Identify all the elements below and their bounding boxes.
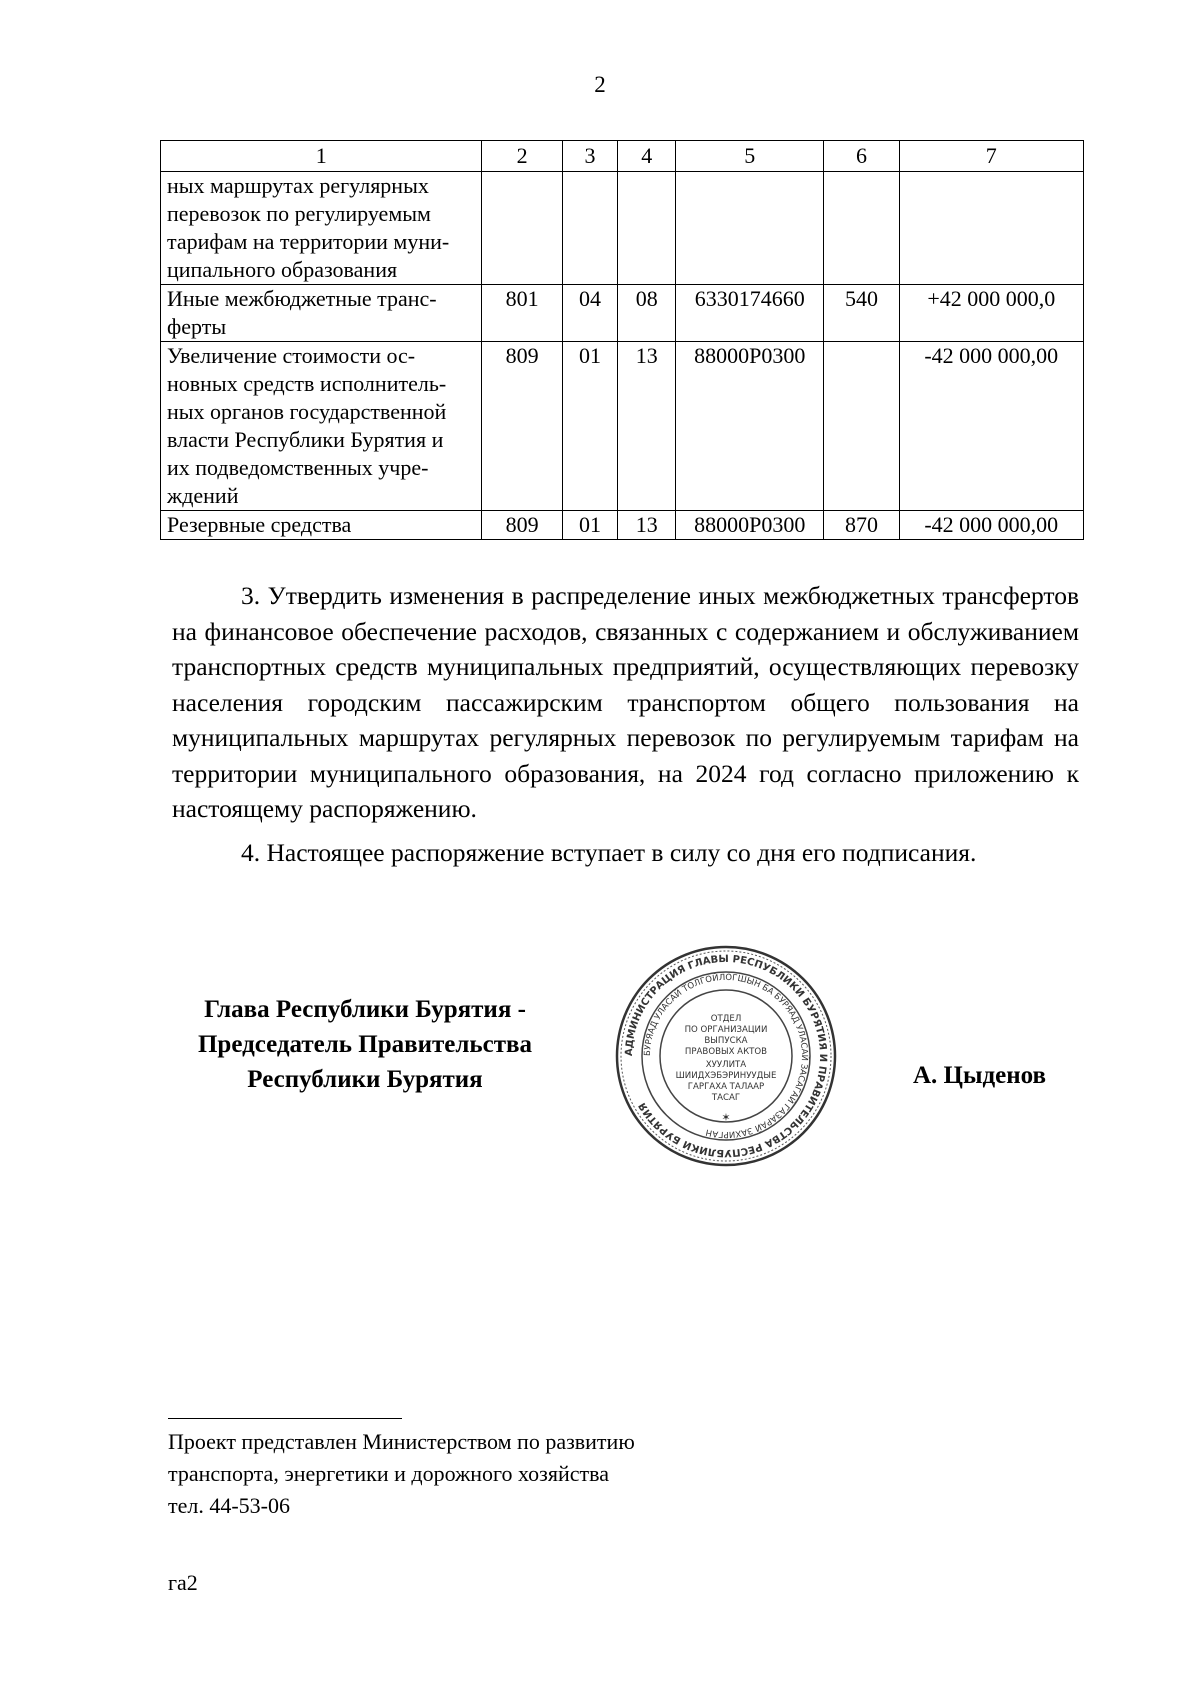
budget-changes-table <box>160 140 1084 540</box>
footnote-line: тел. 44-53-06 <box>168 1493 291 1518</box>
subsection-code-cell <box>618 172 676 285</box>
name-line: Иные межбюджетные транс- <box>167 286 437 311</box>
name-line: ных маршрутах регулярных <box>167 173 429 198</box>
target-article-cell: 88000Р0300 <box>676 511 824 540</box>
header-cell: 4 <box>618 141 676 172</box>
ministry-code-cell: 801 <box>482 285 562 342</box>
subsection-code-cell: 13 <box>618 511 676 540</box>
name-line: ферты <box>167 314 227 339</box>
name-line: ных органов государственной <box>167 399 447 424</box>
name-line: перевозок по регулируемым <box>167 201 431 226</box>
table-row <box>161 511 1084 540</box>
name-line: власти Республики Бурятия и <box>167 427 444 452</box>
table-header-row <box>161 141 1084 172</box>
ministry-code-cell: 809 <box>482 342 562 511</box>
name-line: их подведомственных учре- <box>167 455 429 480</box>
footnote-line: Проект представлен Министерством по развитию <box>168 1429 635 1454</box>
seal-outer-text: АДМИНИСТРАЦИЯ ГЛАВЫ РЕСПУБЛИКИ БУРЯТИЯ И ПРАВИТЕЛЬСТВА РЕСПУБЛИКИ БУРЯТИЯ <box>623 953 829 1159</box>
signature-title <box>165 992 565 1097</box>
expense-type-cell <box>824 342 899 511</box>
seal-center-line: ХУУЛИТА <box>705 1060 747 1070</box>
name-line: Резервные средства <box>167 512 352 537</box>
document-code: га2 <box>168 1570 198 1595</box>
expense-type-cell <box>824 172 899 285</box>
seal-center-line: ШИИДХЭБЭРИНУУДЫЕ <box>675 1071 777 1081</box>
signature-title-line: Глава Республики Бурятия - <box>204 996 526 1023</box>
name-line: ципального образования <box>167 257 398 282</box>
row-name-cell <box>161 342 482 511</box>
section-code-cell <box>562 172 618 285</box>
paragraph-3: 3. Утвердить изменения в распределение иных межбюджетных трансфертов на финансовое обеспечение расходов, связанных с содержанием и обслуживанием транспортных средств муниципальных предприятий, осуществляющих перевозку населения городским пассажирским транспортом общего пользования на муниципальных маршрутах регулярных перевозок по регулируемым тарифам на территории муниципального образования, на 2024 год согласно приложению к настоящему распоряжению. <box>172 581 1079 823</box>
target-article-cell <box>676 172 824 285</box>
row-name-cell <box>161 511 482 540</box>
row-name-cell <box>161 172 482 285</box>
name-line: ждений <box>167 483 239 508</box>
name-line: тарифам на территории муни- <box>167 229 450 254</box>
amount-cell: -42 000 000,00 <box>899 511 1083 540</box>
amount-cell <box>899 172 1083 285</box>
expense-type-cell: 540 <box>824 285 899 342</box>
official-seal-icon <box>613 943 839 1169</box>
name-line: Увеличение стоимости ос- <box>167 343 416 368</box>
header-cell: 2 <box>482 141 562 172</box>
seal-center-line: ГАРГАХА ТАЛААР <box>687 1082 765 1092</box>
seal-center-line: ОТДЕЛ <box>710 1014 742 1024</box>
footnote <box>168 1426 635 1522</box>
amount-cell: -42 000 000,00 <box>899 342 1083 511</box>
seal-center-line: ПРАВОВЫХ АКТОВ <box>684 1047 768 1057</box>
header-cell: 6 <box>824 141 899 172</box>
header-cell: 7 <box>899 141 1083 172</box>
row-name-cell <box>161 285 482 342</box>
seal-center-line: ТАСАГ <box>711 1093 741 1103</box>
signer-name: А. Цыденов <box>913 1062 1047 1089</box>
page-number: 2 <box>594 72 606 97</box>
footnote-divider <box>168 1418 402 1419</box>
table-row <box>161 172 1084 285</box>
footnote-line: транспорта, энергетики и дорожного хозяйства <box>168 1461 609 1486</box>
section-code-cell: 01 <box>562 511 618 540</box>
subsection-code-cell: 13 <box>618 342 676 511</box>
signature-title-line: Республики Бурятия <box>247 1066 483 1093</box>
ministry-code-cell: 809 <box>482 511 562 540</box>
seal-inner-text: БУРЯАД УЛАСАЙ ТОЛГОЙЛОГШЫН БА БУРЯАД УЛАСАЙ ЗАСАГАЙ ГАЗАРАЙ ЗАХИРГАН <box>642 972 810 1140</box>
subsection-code-cell: 08 <box>618 285 676 342</box>
signature-title-line: Председатель Правительства <box>197 1031 533 1058</box>
ministry-code-cell <box>482 172 562 285</box>
paragraph-4: 4. Настоящее распоряжение вступает в силу со дня его подписания. <box>241 838 977 867</box>
seal-center-line: ВЫПУСКА <box>704 1036 748 1046</box>
header-cell: 5 <box>676 141 824 172</box>
table-row <box>161 285 1084 342</box>
seal-center-line: ПО ОРГАНИЗАЦИИ <box>684 1025 768 1035</box>
table-row <box>161 342 1084 511</box>
target-article-cell: 6330174660 <box>676 285 824 342</box>
header-cell: 1 <box>161 141 482 172</box>
target-article-cell: 88000Р0300 <box>676 342 824 511</box>
seal-star-icon: ✶ <box>721 1111 731 1124</box>
name-line: новных средств исполнитель- <box>167 371 447 396</box>
header-cell: 3 <box>562 141 618 172</box>
amount-cell: +42 000 000,0 <box>899 285 1083 342</box>
section-code-cell: 04 <box>562 285 618 342</box>
section-code-cell: 01 <box>562 342 618 511</box>
expense-type-cell: 870 <box>824 511 899 540</box>
